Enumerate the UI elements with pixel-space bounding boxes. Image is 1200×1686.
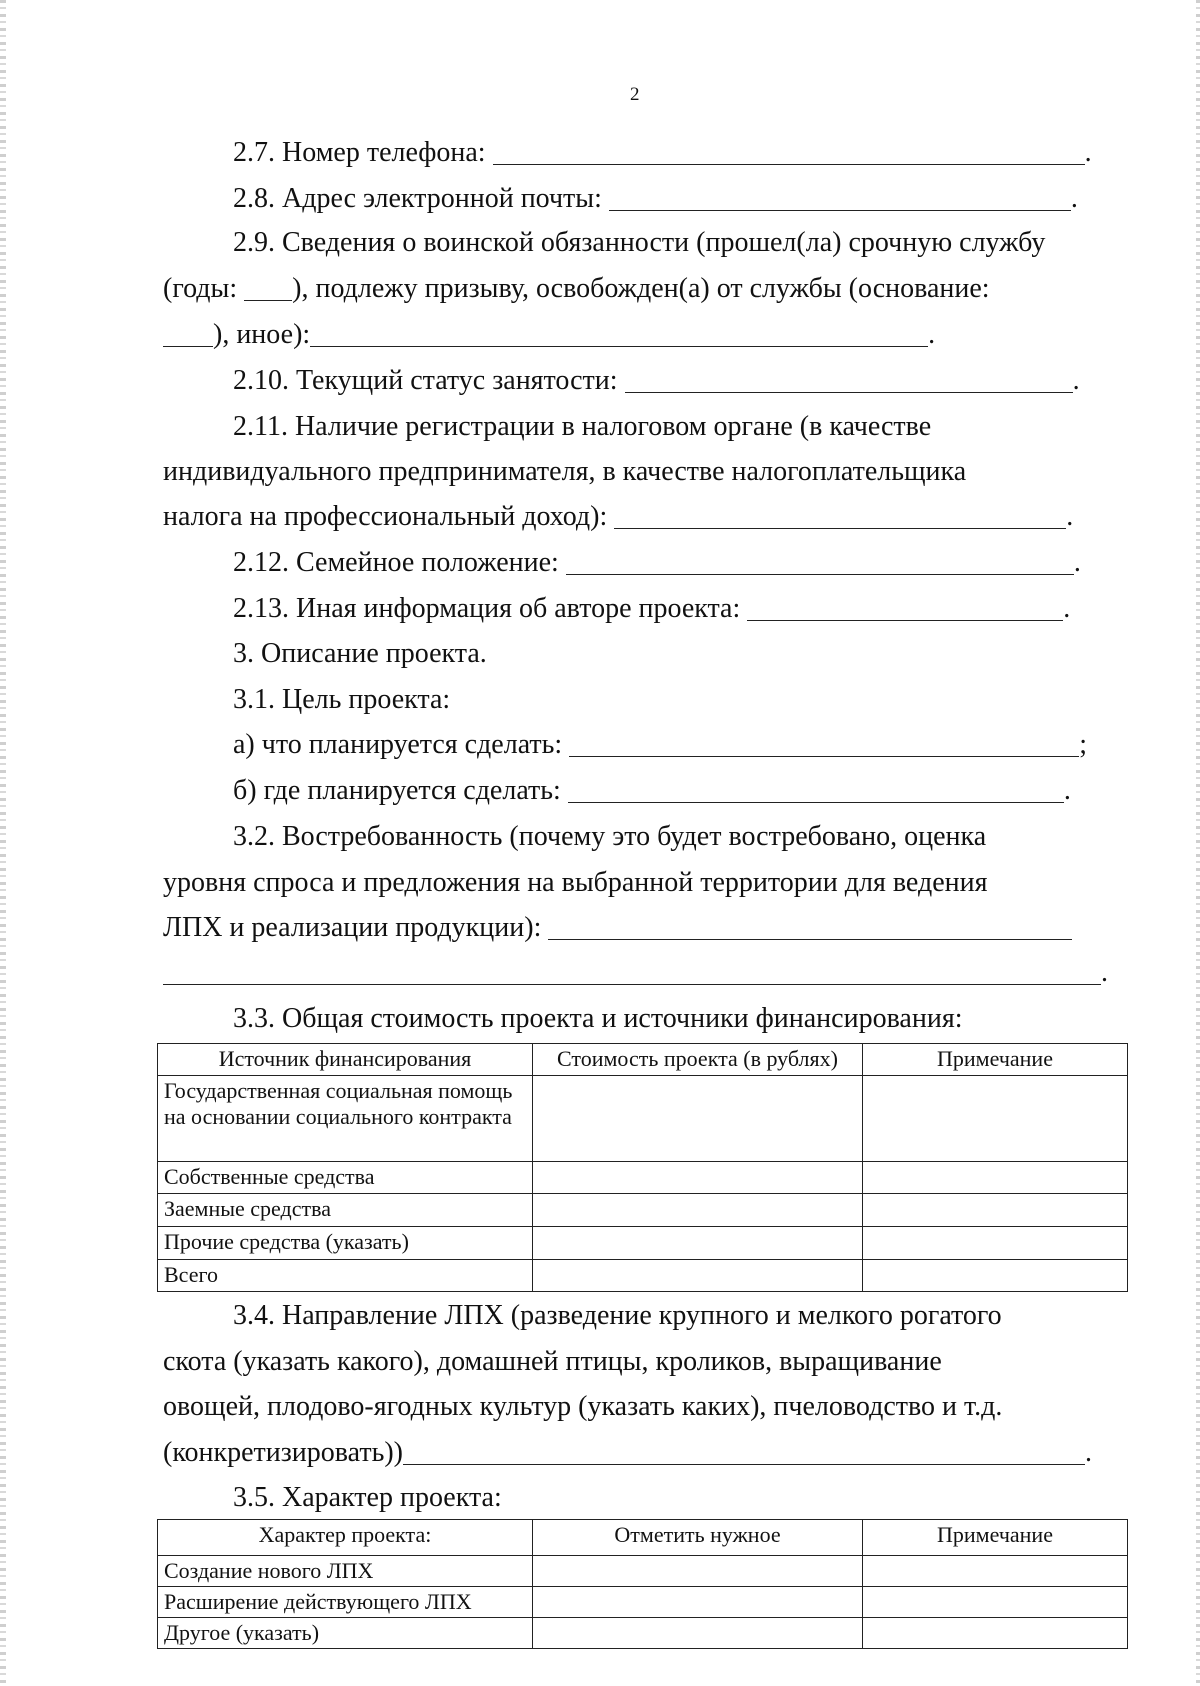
character-note-cell[interactable]: [863, 1587, 1128, 1618]
character-table-header: [158, 1520, 1128, 1556]
character-mark-cell[interactable]: [533, 1556, 863, 1587]
table-row: [158, 1227, 1128, 1260]
period: .: [1070, 183, 1078, 214]
direction-blank[interactable]: [403, 1438, 1085, 1465]
period: .: [1063, 593, 1071, 624]
other-info-line: [233, 592, 1070, 626]
demand-line-4: [163, 956, 1108, 990]
direction-label: (конкретизировать)): [163, 1437, 403, 1468]
demand-line-1: 3.2. Востребованность (почему это будет востребовано, оценка: [233, 821, 987, 852]
character-mark-cell[interactable]: [533, 1587, 863, 1618]
military-exempt-label: ), подлежу призыву, освобожден(а) от службы (основание:: [292, 273, 990, 304]
marital-label: 2.12. Семейное положение:: [233, 547, 559, 578]
funding-source-cell: Заемные средства: [158, 1194, 533, 1227]
table-row-total: [158, 1260, 1128, 1292]
military-line-1: 2.9. Сведения о воинской обязанности (прошел(ла) срочную службу: [233, 227, 1046, 258]
phone-line: [233, 136, 1092, 170]
military-other-blank[interactable]: [310, 320, 928, 347]
goal-a-line: [233, 728, 1087, 762]
page-number: 2: [630, 84, 640, 105]
email-blank[interactable]: [609, 184, 1071, 211]
goal-b-label: б) где планируется сделать:: [233, 775, 561, 806]
tax-line-1: 2.11. Наличие регистрации в налоговом органе (в качестве: [233, 411, 932, 442]
cost-heading: 3.3. Общая стоимость проекта и источники финансирования:: [233, 1003, 963, 1034]
table-row: [158, 1587, 1128, 1618]
demand-blank-2[interactable]: [163, 958, 1101, 985]
semicolon: ;: [1079, 729, 1087, 760]
funding-cost-cell[interactable]: [533, 1076, 863, 1162]
direction-line-4: [163, 1436, 1092, 1470]
table-row: [158, 1556, 1128, 1587]
military-years-blank[interactable]: [244, 274, 292, 301]
table-row: [158, 1076, 1128, 1162]
employment-label: 2.10. Текущий статус занятости:: [233, 365, 618, 396]
tax-line-3: [163, 500, 1073, 534]
marital-line: [233, 546, 1081, 580]
period: .: [1063, 775, 1071, 806]
period: .: [1072, 365, 1080, 396]
military-years-label: (годы:: [163, 273, 238, 304]
goal-b-blank[interactable]: [568, 776, 1064, 803]
other-info-label: 2.13. Иная информация об авторе проекта:: [233, 593, 741, 624]
funding-cost-cell[interactable]: [533, 1260, 863, 1292]
goal-a-label: а) что планируется сделать:: [233, 729, 563, 760]
employment-blank[interactable]: [625, 366, 1073, 393]
phone-label: 2.7. Номер телефона:: [233, 137, 486, 168]
other-info-blank[interactable]: [747, 594, 1063, 621]
character-table: [157, 1519, 1128, 1649]
period: .: [1066, 501, 1074, 532]
funding-note-cell[interactable]: [863, 1194, 1128, 1227]
military-other-label: ), иное):: [213, 319, 311, 350]
employment-line: [233, 364, 1080, 398]
period: .: [1084, 137, 1092, 168]
character-mark-cell[interactable]: [533, 1618, 863, 1649]
character-note-cell[interactable]: [863, 1618, 1128, 1649]
table-row: [158, 1162, 1128, 1194]
tax-label: налога на профессиональный доход):: [163, 501, 608, 532]
funding-cost-cell[interactable]: [533, 1162, 863, 1194]
funding-cost-cell[interactable]: [533, 1194, 863, 1227]
funding-header-note: Примечание: [863, 1044, 1128, 1076]
funding-source-cell: Собственные средства: [158, 1162, 533, 1194]
funding-note-cell[interactable]: [863, 1162, 1128, 1194]
email-line: [233, 182, 1078, 216]
funding-header-source: Источник финансирования: [158, 1044, 533, 1076]
demand-label: ЛПХ и реализации продукции):: [163, 912, 542, 943]
demand-blank-1[interactable]: [548, 913, 1072, 940]
scan-edge-right: [1196, 0, 1200, 1686]
funding-note-cell[interactable]: [863, 1076, 1128, 1162]
section3-heading: 3. Описание проекта.: [233, 638, 487, 669]
character-header-type: Характер проекта:: [158, 1520, 533, 1556]
funding-note-cell[interactable]: [863, 1227, 1128, 1260]
demand-line-3: [163, 911, 1072, 945]
character-header-mark: Отметить нужное: [533, 1520, 863, 1556]
phone-blank[interactable]: [493, 138, 1085, 165]
scan-edge-left: [0, 0, 6, 1686]
demand-line-2: уровня спроса и предложения на выбранной территории для ведения: [163, 867, 988, 898]
goal-b-line: [233, 774, 1071, 808]
period: .: [1085, 1437, 1092, 1468]
period: .: [1073, 547, 1081, 578]
character-type-cell: Другое (указать): [158, 1618, 533, 1649]
military-line-2: [163, 272, 1121, 306]
character-note-cell[interactable]: [863, 1556, 1128, 1587]
period: .: [928, 319, 936, 350]
funding-table-header: [158, 1044, 1128, 1076]
email-label: 2.8. Адрес электронной почты:: [233, 183, 602, 214]
character-type-cell: Создание нового ЛПХ: [158, 1556, 533, 1587]
military-basis-blank[interactable]: [163, 320, 213, 347]
funding-source-cell: Прочие средства (указать): [158, 1227, 533, 1260]
character-type-cell: Расширение действующего ЛПХ: [158, 1587, 533, 1618]
funding-note-cell[interactable]: [863, 1260, 1128, 1292]
marital-blank[interactable]: [566, 548, 1074, 575]
table-row: [158, 1194, 1128, 1227]
funding-table: [157, 1043, 1128, 1292]
period: .: [1101, 957, 1108, 988]
character-header-note: Примечание: [863, 1520, 1128, 1556]
direction-line-1: 3.4. Направление ЛПХ (разведение крупного и мелкого рогатого: [233, 1300, 1002, 1331]
goal-heading: 3.1. Цель проекта:: [233, 684, 451, 715]
funding-source-cell: Государственная социальная помощь на основании социального контракта: [158, 1076, 533, 1162]
military-line-3: [163, 318, 935, 352]
tax-line-2: индивидуального предпринимателя, в качестве налогоплательщика: [163, 456, 967, 487]
tax-blank[interactable]: [614, 502, 1066, 529]
direction-line-3: овощей, плодово-ягодных культур (указать каких), пчеловодство и т.д.: [163, 1391, 1003, 1422]
goal-a-blank[interactable]: [569, 730, 1079, 757]
table-row: [158, 1618, 1128, 1649]
funding-header-cost: Стоимость проекта (в рублях): [533, 1044, 863, 1076]
funding-cost-cell[interactable]: [533, 1227, 863, 1260]
direction-line-2: скота (указать какого), домашней птицы, кроликов, выращивание: [163, 1346, 942, 1377]
funding-source-cell: Всего: [158, 1260, 533, 1292]
character-heading: 3.5. Характер проекта:: [233, 1482, 502, 1513]
